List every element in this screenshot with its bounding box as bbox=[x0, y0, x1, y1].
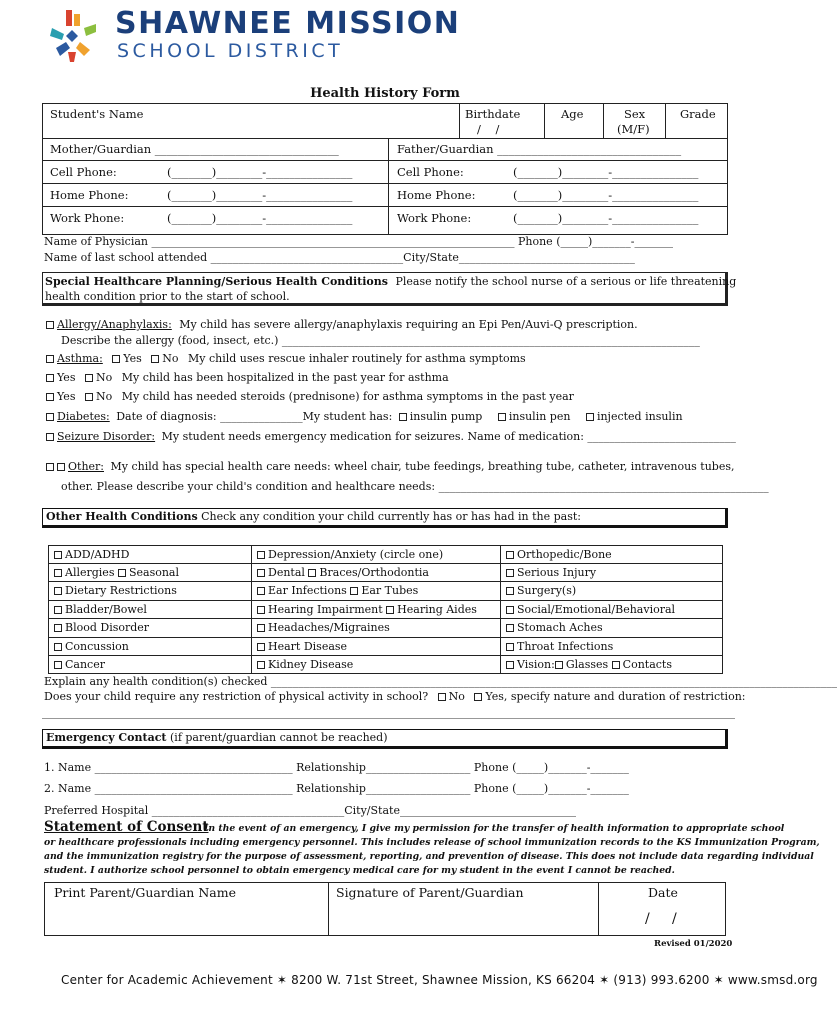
allergies-label: Allergies bbox=[65, 566, 115, 579]
other-describe-field[interactable]: other. Please describe your child's condition and healthcare needs: ____________________________________________________________ bbox=[61, 480, 769, 493]
date-label: Date bbox=[648, 885, 678, 900]
age-label: Age bbox=[561, 107, 584, 121]
org-subtitle: SCHOOL DISTRICT bbox=[117, 40, 344, 62]
asthma-checkbox[interactable] bbox=[46, 355, 54, 363]
father-work-label: Work Phone: bbox=[397, 211, 472, 225]
mother-guardian-field[interactable]: Mother/Guardian ________________________________ bbox=[50, 142, 339, 156]
print-name-label: Print Parent/Guardian Name bbox=[54, 885, 236, 900]
other-checkbox-2[interactable] bbox=[57, 463, 65, 471]
special-healthcare-text2: health condition prior to the start of school. bbox=[45, 290, 290, 303]
allergy-describe-field[interactable]: Describe the allergy (food, insect, etc.) ____________________________________________________________________________ bbox=[61, 334, 700, 347]
other-conditions-banner bbox=[42, 508, 728, 528]
hearing-impairment-label: Hearing Impairment bbox=[268, 603, 383, 616]
diabetes-checkbox[interactable] bbox=[46, 413, 54, 421]
other-text: My child has special health care needs: wheel chair, tube feedings, breathing tube, catheter, intravenous tubes, bbox=[110, 460, 735, 473]
blood-disorder-checkbox[interactable] bbox=[54, 624, 62, 632]
vision-label: Vision: bbox=[517, 658, 555, 671]
dental-checkbox[interactable] bbox=[257, 569, 265, 577]
glasses-checkbox[interactable] bbox=[555, 661, 563, 669]
ear-infections-checkbox[interactable] bbox=[257, 587, 265, 595]
braces-label: Braces/Orthodontia bbox=[319, 566, 429, 579]
orthopedic-checkbox[interactable] bbox=[506, 551, 514, 559]
insulin-pump-checkbox[interactable] bbox=[399, 413, 407, 421]
asthma-text: My child uses rescue inhaler routinely for asthma symptoms bbox=[188, 352, 526, 365]
date-field[interactable]: / / bbox=[645, 911, 677, 927]
surgery-checkbox[interactable] bbox=[506, 587, 514, 595]
seizure-text[interactable]: My student needs emergency medication for seizures. Name of medication: ___________________________ bbox=[161, 430, 736, 443]
restriction-question: Does your child require any restriction of physical activity in school? bbox=[44, 690, 429, 703]
kidney-disease-label: Kidney Disease bbox=[268, 658, 354, 671]
father-cell-field[interactable]: (_______)________-_______________ bbox=[513, 165, 699, 179]
dental-label: Dental bbox=[268, 566, 305, 579]
org-name: SHAWNEE MISSION bbox=[115, 6, 461, 41]
other-checkbox-1[interactable] bbox=[46, 463, 54, 471]
preferred-hospital-field[interactable]: Preferred Hospital ___________________________________City/State________________________________ bbox=[44, 804, 576, 817]
hearing-impairment-checkbox[interactable] bbox=[257, 606, 265, 614]
asthma-label: Asthma: bbox=[57, 352, 103, 365]
special-healthcare-text: Please notify the school nurse of a serious or life threatening bbox=[395, 275, 737, 288]
other-label: Other: bbox=[68, 460, 104, 473]
insulin-pump-label: insulin pump bbox=[409, 410, 483, 423]
restriction-detail-field[interactable]: ______________________________________________________________________________________________________________________________ bbox=[42, 706, 735, 719]
headaches-label: Headaches/Migraines bbox=[268, 621, 390, 634]
asthma-yes-label: Yes bbox=[123, 352, 142, 365]
consent-heading: Statement of Consent bbox=[44, 819, 209, 835]
insulin-pen-label: insulin pen bbox=[508, 410, 571, 423]
steroids-no-label: No bbox=[95, 390, 113, 403]
seizure-checkbox[interactable] bbox=[46, 433, 54, 441]
headaches-checkbox[interactable] bbox=[257, 624, 265, 632]
hospitalized-no-checkbox[interactable] bbox=[85, 374, 93, 382]
heart-disease-label: Heart Disease bbox=[268, 640, 348, 653]
dietary-checkbox[interactable] bbox=[54, 587, 62, 595]
revised-date: Revised 01/2020 bbox=[654, 939, 733, 949]
injected-insulin-label: injected insulin bbox=[596, 410, 683, 423]
mother-home-label: Home Phone: bbox=[50, 188, 129, 202]
emergency-subtext: (if parent/guardian cannot be reached) bbox=[170, 731, 388, 744]
injected-insulin-checkbox[interactable] bbox=[586, 413, 594, 421]
last-school-field[interactable]: Name of last school attended ___________________________________City/State________________________________ bbox=[44, 251, 635, 264]
insulin-pen-checkbox[interactable] bbox=[498, 413, 506, 421]
allergy-text: My child has severe allergy/anaphylaxis requiring an Epi Pen/Auvi-Q prescription. bbox=[179, 318, 638, 331]
asthma-no-label: No bbox=[162, 352, 179, 365]
grade-label: Grade bbox=[680, 107, 716, 121]
seizure-label: Seizure Disorder: bbox=[57, 430, 156, 443]
hospitalized-yes-label: Yes bbox=[57, 371, 76, 384]
sex-label: Sex bbox=[624, 107, 646, 121]
explain-conditions-field[interactable]: Explain any health condition(s) checked _______________________________________________________________________________________________________ bbox=[44, 675, 837, 688]
father-home-label: Home Phone: bbox=[397, 188, 476, 202]
allergies-checkbox[interactable] bbox=[54, 569, 62, 577]
blood-disorder-label: Blood Disorder bbox=[65, 621, 150, 634]
special-healthcare-heading: Special Healthcare Planning/Serious Health Conditions bbox=[45, 275, 388, 288]
concussion-checkbox[interactable] bbox=[54, 643, 62, 651]
signature-field[interactable] bbox=[329, 900, 597, 935]
mother-work-field[interactable]: (_______)________-_______________ bbox=[167, 211, 353, 225]
depression-label: Depression/Anxiety (circle one) bbox=[268, 548, 444, 561]
surgery-label: Surgery(s) bbox=[517, 584, 577, 597]
kidney-disease-checkbox[interactable] bbox=[257, 661, 265, 669]
serious-injury-checkbox[interactable] bbox=[506, 569, 514, 577]
contacts-checkbox[interactable] bbox=[612, 661, 620, 669]
vision-checkbox[interactable] bbox=[506, 661, 514, 669]
consent-line-4: student. I authorize school personnel to obtain emergency medical care for my student in the event I cannot be reached. bbox=[44, 865, 675, 876]
print-name-field[interactable] bbox=[45, 900, 327, 935]
father-guardian-field[interactable]: Father/Guardian ________________________________ bbox=[397, 142, 682, 156]
consent-line-2: or healthcare professionals including emergency personnel. This includes release of school immunization records to the KS Immunization Program, bbox=[44, 837, 820, 848]
mother-cell-label: Cell Phone: bbox=[50, 165, 117, 179]
ear-tubes-label: Ear Tubes bbox=[361, 584, 419, 597]
student-name-field[interactable] bbox=[43, 104, 458, 137]
orthopedic-label: Orthopedic/Bone bbox=[517, 548, 612, 561]
hospitalized-no-label: No bbox=[95, 371, 113, 384]
throat-infections-checkbox[interactable] bbox=[506, 643, 514, 651]
seasonal-checkbox[interactable] bbox=[118, 569, 126, 577]
emergency-contact-banner bbox=[42, 729, 728, 749]
footer-address: Center for Academic Achievement ✶ 8200 W. 71st Street, Shawnee Mission, KS 66204 ✶ (913) 993.6200 ✶ www.smsd.org bbox=[61, 973, 818, 987]
social-emotional-checkbox[interactable] bbox=[506, 606, 514, 614]
ear-tubes-checkbox[interactable] bbox=[350, 587, 358, 595]
emergency-contact-2[interactable]: 2. Name ____________________________________ Relationship___________________ Phone (_____)_______-_______ bbox=[44, 782, 629, 795]
restriction-yes-checkbox[interactable] bbox=[474, 693, 482, 701]
allergy-label: Allergy/Anaphylaxis: bbox=[57, 318, 172, 331]
contacts-label: Contacts bbox=[622, 658, 672, 671]
throat-infections-label: Throat Infections bbox=[517, 640, 614, 653]
restriction-yes-label: Yes, specify nature and duration of restriction: bbox=[485, 690, 746, 703]
mother-cell-field[interactable]: (_______)________-_______________ bbox=[167, 165, 353, 179]
emergency-heading: Emergency Contact bbox=[46, 731, 167, 744]
steroids-text: My child has needed steroids (prednisone) for asthma symptoms in the past year bbox=[121, 390, 574, 403]
other-conditions-subtext: Check any condition your child currently has or has had in the past: bbox=[201, 510, 582, 523]
dietary-label: Dietary Restrictions bbox=[65, 584, 177, 597]
cancer-checkbox[interactable] bbox=[54, 661, 62, 669]
signature-label: Signature of Parent/Guardian bbox=[336, 885, 524, 900]
consent-line-3: and the immunization registry for the purpose of assessment, reporting, and prevention of disease. This does not include data regarding individual bbox=[44, 851, 814, 862]
other-conditions-heading: Other Health Conditions bbox=[46, 510, 198, 523]
physician-field[interactable]: Name of Physician __________________________________________________________________ Phone (_____)_______-_______ bbox=[44, 235, 673, 248]
mother-home-field[interactable]: (_______)________-_______________ bbox=[167, 188, 353, 202]
braces-checkbox[interactable] bbox=[308, 569, 316, 577]
father-cell-label: Cell Phone: bbox=[397, 165, 464, 179]
steroids-yes-label: Yes bbox=[57, 390, 76, 403]
depression-checkbox[interactable] bbox=[257, 551, 265, 559]
hearing-aides-label: Hearing Aides bbox=[397, 603, 477, 616]
asthma-yes-checkbox[interactable] bbox=[112, 355, 120, 363]
allergy-checkbox[interactable] bbox=[46, 321, 54, 329]
concussion-label: Concussion bbox=[65, 640, 129, 653]
mother-work-label: Work Phone: bbox=[50, 211, 125, 225]
sex-options: (M/F) bbox=[617, 122, 650, 136]
stomach-aches-label: Stomach Aches bbox=[517, 621, 603, 634]
social-emotional-label: Social/Emotional/Behavioral bbox=[517, 603, 676, 616]
cancer-label: Cancer bbox=[65, 658, 105, 671]
father-work-field[interactable]: (_______)________-_______________ bbox=[513, 211, 699, 225]
stomach-aches-checkbox[interactable] bbox=[506, 624, 514, 632]
add-adhd-checkbox[interactable] bbox=[54, 551, 62, 559]
asthma-no-checkbox[interactable] bbox=[151, 355, 159, 363]
hospitalized-yes-checkbox[interactable] bbox=[46, 374, 54, 382]
steroids-no-checkbox[interactable] bbox=[85, 393, 93, 401]
diabetes-label: Diabetes: bbox=[57, 410, 110, 423]
bladder-label: Bladder/Bowel bbox=[65, 603, 147, 616]
district-logo-icon bbox=[44, 8, 100, 64]
steroids-yes-checkbox[interactable] bbox=[46, 393, 54, 401]
seasonal-label: Seasonal bbox=[128, 566, 180, 579]
heart-disease-checkbox[interactable] bbox=[257, 643, 265, 651]
diabetes-text: Date of diagnosis: _______________My student has: bbox=[116, 410, 393, 423]
student-name-label: Student's Name bbox=[50, 107, 144, 121]
add-adhd-label: ADD/ADHD bbox=[65, 548, 130, 561]
hospitalized-text: My child has been hospitalized in the past year for asthma bbox=[121, 371, 449, 384]
bladder-checkbox[interactable] bbox=[54, 606, 62, 614]
serious-injury-label: Serious Injury bbox=[517, 566, 597, 579]
father-home-field[interactable]: (_______)________-_______________ bbox=[513, 188, 699, 202]
hearing-aides-checkbox[interactable] bbox=[386, 606, 394, 614]
birthdate-field[interactable]: / / bbox=[477, 122, 500, 136]
consent-line-1: In the event of an emergency, I give my permission for the transfer of health information to appropriate school bbox=[204, 823, 785, 834]
restriction-no-checkbox[interactable] bbox=[438, 693, 446, 701]
emergency-contact-1[interactable]: 1. Name ____________________________________ Relationship___________________ Phone (_____)_______-_______ bbox=[44, 761, 629, 774]
restriction-no-label: No bbox=[448, 690, 465, 703]
glasses-label: Glasses bbox=[565, 658, 609, 671]
form-title: Health History Form bbox=[310, 86, 460, 101]
birthdate-label: Birthdate bbox=[465, 107, 521, 121]
ear-infections-label: Ear Infections bbox=[268, 584, 347, 597]
